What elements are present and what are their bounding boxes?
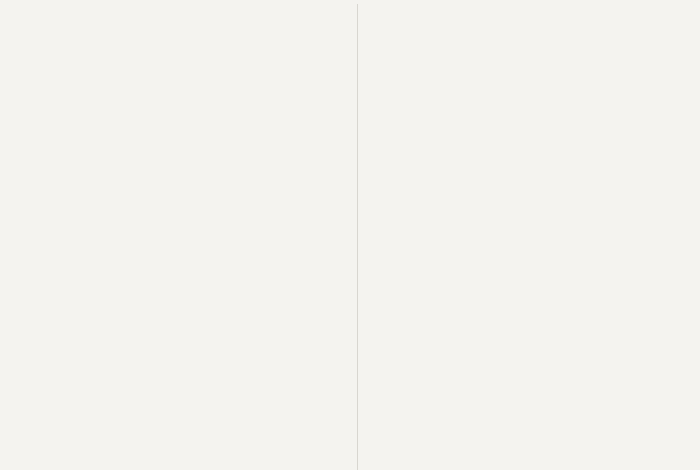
right-text-line [372, 216, 682, 233]
right-text-line [372, 164, 682, 181]
right-text-line [372, 285, 682, 302]
left-text-line [28, 404, 345, 421]
right-text-line [372, 21, 682, 38]
right-column [358, 4, 682, 470]
left-text-line [28, 143, 345, 160]
left-text-line [28, 265, 345, 282]
right-text-line [372, 372, 682, 389]
left-text-line [28, 56, 345, 73]
right-text-line [372, 93, 682, 110]
right-text-line [372, 303, 682, 320]
left-text-line [28, 334, 345, 351]
right-text-line [372, 407, 682, 424]
left-text-line [28, 369, 345, 386]
right-text-line [372, 251, 682, 268]
left-text-line [28, 4, 345, 21]
left-text-line [28, 247, 345, 264]
left-text-line [28, 387, 345, 404]
left-text-line [28, 317, 345, 334]
right-text-line [372, 320, 682, 337]
left-text-line [28, 421, 345, 438]
left-text-line [28, 74, 345, 91]
left-text-line [28, 230, 345, 247]
right-text-line [372, 268, 682, 285]
right-text-line [372, 442, 682, 459]
left-text-line [28, 300, 345, 317]
right-text-line [372, 355, 682, 372]
left-text-line [28, 21, 345, 38]
right-text-line [372, 425, 682, 442]
left-text-line [28, 126, 345, 143]
right-text-line [372, 4, 682, 21]
left-text-line [28, 39, 345, 56]
left-text-line [28, 195, 345, 212]
left-text-line [28, 213, 345, 230]
right-text-line [372, 127, 682, 144]
right-text-line [372, 199, 682, 216]
right-text-line [372, 77, 682, 94]
right-text-line [372, 390, 682, 407]
right-text-line [372, 39, 682, 56]
left-text-line [28, 161, 345, 178]
left-text-line [28, 108, 345, 125]
left-column [28, 4, 358, 470]
right-text-line [372, 60, 682, 77]
right-text-line [372, 181, 682, 198]
left-text-line [28, 91, 345, 108]
right-text-line [372, 143, 682, 160]
left-text-line [28, 439, 345, 456]
right-text-line [372, 110, 682, 127]
left-text-line [28, 352, 345, 369]
left-text-line [28, 282, 345, 299]
right-text-line [372, 338, 682, 355]
left-text-line [28, 178, 345, 195]
right-text-line [372, 233, 682, 250]
